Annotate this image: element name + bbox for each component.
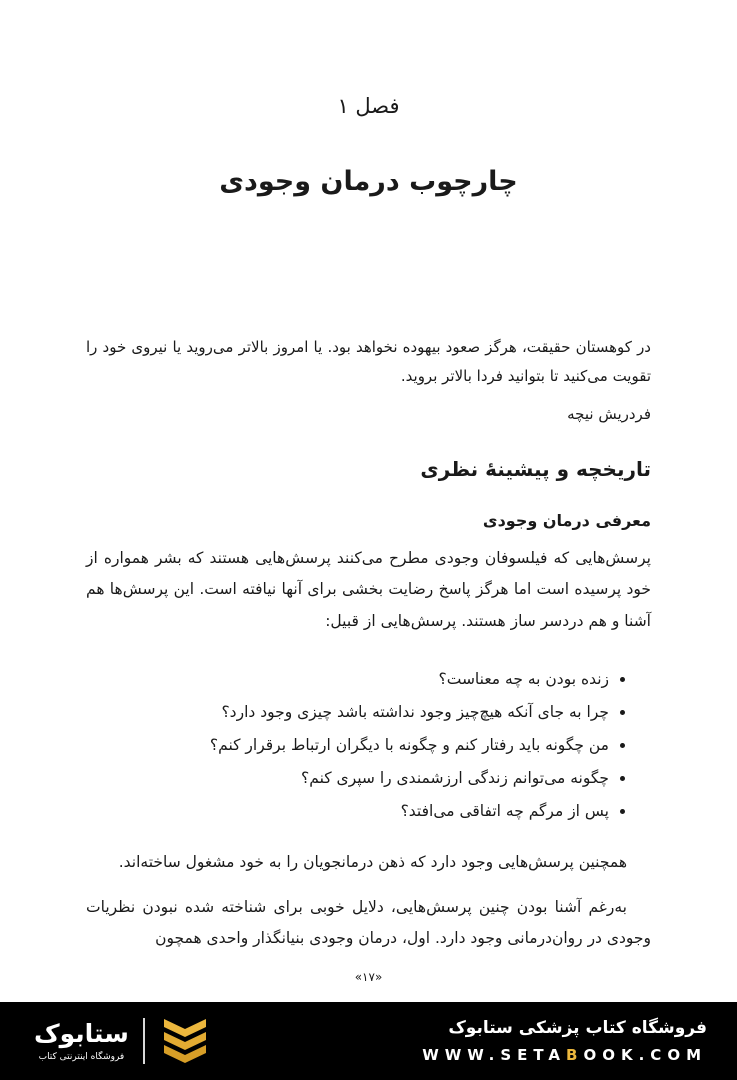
footer-bar [0, 1002, 737, 1080]
question-item: • چرا به جای آنکه هیچ‌چیز وجود نداشته باشد چیزی وجود دارد؟ [86, 697, 609, 728]
website-highlight: B [566, 1046, 584, 1064]
website-url [422, 1046, 707, 1064]
setabook-logo [34, 1018, 211, 1064]
question-item: • من چگونه باید رفتار کنم و چگونه با دیگران ارتباط برقرار کنم؟ [86, 730, 609, 761]
section-heading: تاریخچه و پیشینهٔ نظری [420, 456, 651, 481]
page-number: «۱۷» [354, 970, 383, 985]
chapter-label: فصل ۱ [337, 94, 400, 118]
setabook-chevron-icon [159, 1018, 211, 1064]
store-name: فروشگاه کتاب پزشکی ستابوک [448, 1018, 707, 1038]
question-item: • پس از مرگم چه اتفاقی می‌افتد؟ [86, 796, 609, 827]
question-item: • زنده بودن به چه معناست؟ [86, 664, 609, 695]
question-list [86, 664, 651, 827]
logo-title: ستابوک [34, 1018, 129, 1048]
website-pre: WWW.SETA [422, 1046, 567, 1064]
question-item: • چگونه می‌توانم زندگی ارزشمندی را سپری کنم؟ [86, 763, 609, 794]
logo-divider [143, 1018, 145, 1064]
subsection-heading: معرفی درمان وجودی [482, 510, 651, 530]
website-post: OOK.COM [583, 1046, 707, 1064]
epigraph [86, 333, 651, 423]
epigraph-attribution: فردریش نیچه [567, 404, 651, 423]
paragraph-clients-questions: همچنین پرسش‌هایی وجود دارد که ذهن درمانجویان را به خود مشغول ساخته‌اند. [118, 852, 627, 871]
intro-paragraph: پرسش‌هایی که فیلسوفان وجودی مطرح می‌کنند پرسش‌هایی هستند که بشر همواره از خود پرسیده است اما هرگز پاسخ رضایت بخشی برای آنها نیافته است. این پرسش‌ها هم آشنا و هم دردسر ساز هستند. پرسش‌هایی از قبیل: [86, 548, 651, 631]
epigraph-text: در کوهستان حقیقت، هرگز صعود بیهوده نخواهد بود. یا امروز بالاتر می‌روید یا نیروی خود را تقویت می‌کنید تا بتوانید فردا بالاتر بروید. [86, 338, 651, 386]
logo-tagline: فروشگاه اینترنتی کتاب [38, 1052, 125, 1063]
logo-wordmark [34, 1020, 129, 1063]
paragraph-reasons: به‌رغم آشنا بودن چنین پرسش‌هایی، دلایل خوبی برای شناخته شده نبودن نظریات وجودی در روان‌درمانی وجود دارد. اول، درمان وجودی بنیانگذار واحدی همچون [86, 897, 651, 948]
footer-info [422, 1018, 707, 1064]
chapter-title: چارچوب درمان وجودی [219, 166, 518, 197]
